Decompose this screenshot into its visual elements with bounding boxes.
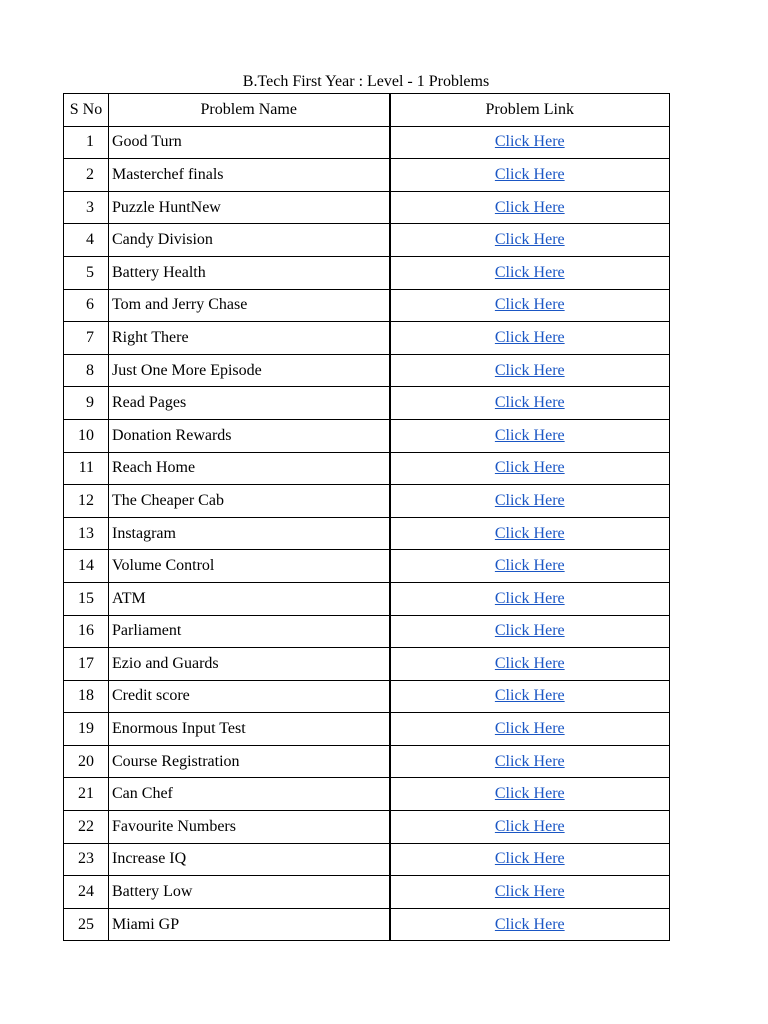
problem-link[interactable]: Click Here bbox=[494, 557, 565, 575]
row-problem-name: Increase IQ bbox=[109, 843, 390, 876]
row-problem-name: Just One More Episode bbox=[109, 354, 390, 387]
row-link-cell bbox=[390, 648, 670, 681]
problem-link[interactable]: Click Here bbox=[494, 133, 565, 151]
row-problem-name: Battery Health bbox=[109, 256, 390, 289]
row-serial-number: 5 bbox=[64, 256, 109, 289]
row-problem-name: Ezio and Guards bbox=[109, 648, 390, 681]
problem-link[interactable]: Click Here bbox=[494, 785, 565, 803]
row-serial-number: 1 bbox=[64, 126, 109, 159]
row-problem-name: Battery Low bbox=[109, 876, 390, 909]
row-link-cell bbox=[390, 419, 670, 452]
row-link-cell bbox=[390, 876, 670, 909]
row-link-cell bbox=[390, 713, 670, 746]
row-link-cell bbox=[390, 322, 670, 355]
row-problem-name: Course Registration bbox=[109, 745, 390, 778]
row-problem-name: Read Pages bbox=[109, 387, 390, 420]
row-serial-number: 6 bbox=[64, 289, 109, 322]
row-serial-number: 23 bbox=[64, 843, 109, 876]
table-row bbox=[64, 159, 670, 192]
row-problem-name: Masterchef finals bbox=[109, 159, 390, 192]
problem-link[interactable]: Click Here bbox=[494, 198, 565, 216]
table-row bbox=[64, 615, 670, 648]
row-problem-name: Reach Home bbox=[109, 452, 390, 485]
row-link-cell bbox=[390, 159, 670, 192]
page-title: B.Tech First Year : Level - 1 Problems bbox=[242, 73, 490, 90]
row-problem-name: Miami GP bbox=[109, 908, 390, 941]
row-serial-number: 12 bbox=[64, 485, 109, 518]
problem-link[interactable]: Click Here bbox=[494, 394, 565, 412]
table-row bbox=[64, 289, 670, 322]
row-problem-name: Favourite Numbers bbox=[109, 811, 390, 844]
problem-link[interactable]: Click Here bbox=[494, 720, 565, 738]
table-row bbox=[64, 191, 670, 224]
row-serial-number: 17 bbox=[64, 648, 109, 681]
table-row bbox=[64, 354, 670, 387]
table-row bbox=[64, 485, 670, 518]
header-row bbox=[64, 94, 670, 127]
row-problem-name: Parliament bbox=[109, 615, 390, 648]
problem-link[interactable]: Click Here bbox=[494, 328, 565, 346]
row-serial-number: 22 bbox=[64, 811, 109, 844]
row-problem-name: ATM bbox=[109, 582, 390, 615]
problems-table bbox=[63, 93, 670, 941]
row-problem-name: Good Turn bbox=[109, 126, 390, 159]
problem-link[interactable]: Click Here bbox=[494, 687, 565, 705]
table-header bbox=[64, 94, 670, 127]
table-row bbox=[64, 876, 670, 909]
table-row bbox=[64, 908, 670, 941]
table-row bbox=[64, 126, 670, 159]
problem-link[interactable]: Click Here bbox=[494, 296, 565, 314]
problem-link[interactable]: Click Here bbox=[494, 654, 565, 672]
row-problem-name: Tom and Jerry Chase bbox=[109, 289, 390, 322]
column-header-sno: S No bbox=[64, 94, 109, 127]
table-row bbox=[64, 582, 670, 615]
row-link-cell bbox=[390, 615, 670, 648]
row-serial-number: 16 bbox=[64, 615, 109, 648]
row-link-cell bbox=[390, 843, 670, 876]
row-link-cell bbox=[390, 126, 670, 159]
problem-link[interactable]: Click Here bbox=[494, 817, 565, 835]
row-link-cell bbox=[390, 550, 670, 583]
table-row bbox=[64, 680, 670, 713]
table-body bbox=[64, 126, 670, 941]
row-serial-number: 10 bbox=[64, 419, 109, 452]
column-header-problem-link: Problem Link bbox=[390, 94, 670, 127]
problem-link[interactable]: Click Here bbox=[494, 752, 565, 770]
row-link-cell bbox=[390, 485, 670, 518]
problem-link[interactable]: Click Here bbox=[494, 524, 565, 542]
row-link-cell bbox=[390, 908, 670, 941]
row-serial-number: 9 bbox=[64, 387, 109, 420]
problem-link[interactable]: Click Here bbox=[494, 165, 565, 183]
problem-link[interactable]: Click Here bbox=[494, 361, 565, 379]
row-serial-number: 8 bbox=[64, 354, 109, 387]
problem-link[interactable]: Click Here bbox=[494, 850, 565, 868]
row-serial-number: 4 bbox=[64, 224, 109, 257]
row-serial-number: 13 bbox=[64, 517, 109, 550]
table-row bbox=[64, 648, 670, 681]
row-link-cell bbox=[390, 778, 670, 811]
row-serial-number: 25 bbox=[64, 908, 109, 941]
row-link-cell bbox=[390, 811, 670, 844]
row-problem-name: Volume Control bbox=[109, 550, 390, 583]
table-row bbox=[64, 745, 670, 778]
table-row bbox=[64, 419, 670, 452]
row-problem-name: Can Chef bbox=[109, 778, 390, 811]
table-row bbox=[64, 224, 670, 257]
problem-link[interactable]: Click Here bbox=[494, 459, 565, 477]
row-link-cell bbox=[390, 224, 670, 257]
row-link-cell bbox=[390, 354, 670, 387]
table-row bbox=[64, 256, 670, 289]
row-serial-number: 19 bbox=[64, 713, 109, 746]
row-problem-name: Credit score bbox=[109, 680, 390, 713]
table-row bbox=[64, 811, 670, 844]
row-serial-number: 18 bbox=[64, 680, 109, 713]
row-problem-name: Donation Rewards bbox=[109, 419, 390, 452]
row-serial-number: 2 bbox=[64, 159, 109, 192]
row-problem-name: Puzzle HuntNew bbox=[109, 191, 390, 224]
row-problem-name: Enormous Input Test bbox=[109, 713, 390, 746]
row-problem-name: The Cheaper Cab bbox=[109, 485, 390, 518]
table-row bbox=[64, 550, 670, 583]
row-problem-name: Right There bbox=[109, 322, 390, 355]
problem-link[interactable]: Click Here bbox=[494, 883, 565, 901]
row-serial-number: 11 bbox=[64, 452, 109, 485]
problem-link[interactable]: Click Here bbox=[494, 231, 565, 249]
row-problem-name: Candy Division bbox=[109, 224, 390, 257]
row-link-cell bbox=[390, 387, 670, 420]
problem-link[interactable]: Click Here bbox=[494, 622, 565, 640]
table-row bbox=[64, 843, 670, 876]
row-link-cell bbox=[390, 256, 670, 289]
problem-link[interactable]: Click Here bbox=[494, 426, 565, 444]
table-row bbox=[64, 517, 670, 550]
row-link-cell bbox=[390, 289, 670, 322]
problem-link[interactable]: Click Here bbox=[494, 589, 565, 607]
table-row bbox=[64, 387, 670, 420]
table-row bbox=[64, 322, 670, 355]
table-row bbox=[64, 778, 670, 811]
row-serial-number: 20 bbox=[64, 745, 109, 778]
row-link-cell bbox=[390, 191, 670, 224]
row-problem-name: Instagram bbox=[109, 517, 390, 550]
table-row bbox=[64, 452, 670, 485]
row-serial-number: 15 bbox=[64, 582, 109, 615]
row-serial-number: 24 bbox=[64, 876, 109, 909]
problem-link[interactable]: Click Here bbox=[494, 915, 565, 933]
row-serial-number: 14 bbox=[64, 550, 109, 583]
row-link-cell bbox=[390, 582, 670, 615]
table-row bbox=[64, 713, 670, 746]
row-link-cell bbox=[390, 745, 670, 778]
row-serial-number: 21 bbox=[64, 778, 109, 811]
problem-link[interactable]: Click Here bbox=[494, 491, 565, 509]
row-serial-number: 7 bbox=[64, 322, 109, 355]
row-link-cell bbox=[390, 680, 670, 713]
problem-link[interactable]: Click Here bbox=[494, 263, 565, 281]
row-link-cell bbox=[390, 517, 670, 550]
column-header-problem-name: Problem Name bbox=[109, 94, 390, 127]
row-serial-number: 3 bbox=[64, 191, 109, 224]
row-link-cell bbox=[390, 452, 670, 485]
